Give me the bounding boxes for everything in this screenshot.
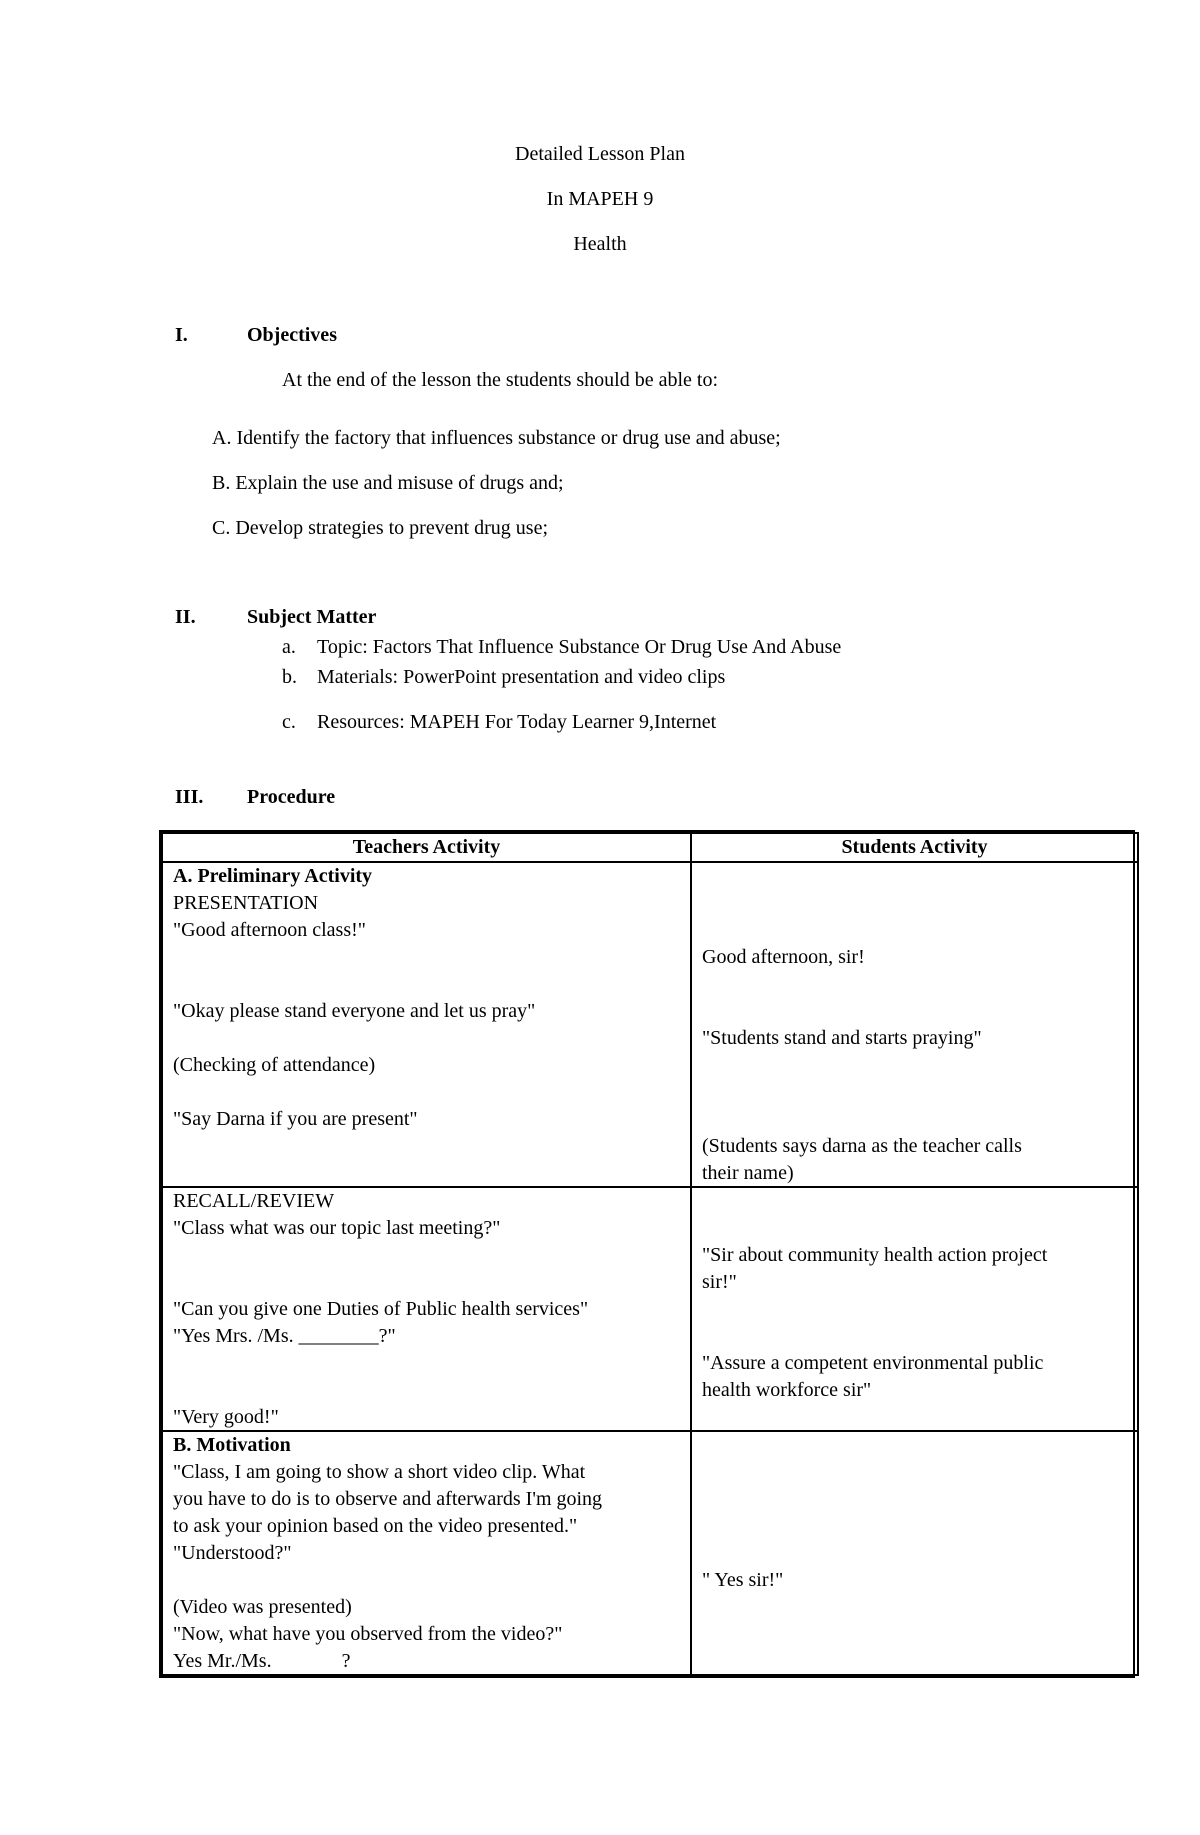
subject-matter-item: Materials: PowerPoint presentation and video clips xyxy=(317,666,726,688)
cell-text: "Okay please stand everyone and let us pray" xyxy=(173,1000,536,1022)
cell-text: " Yes sir!" xyxy=(702,1569,784,1591)
table-row xyxy=(162,1187,1138,1431)
procedure-number: III. xyxy=(175,786,204,808)
cell-text: "Say Darna if you are present" xyxy=(173,1108,418,1130)
objective-item: C. Develop strategies to prevent drug use; xyxy=(212,517,549,539)
cell-text: "Very good!" xyxy=(173,1406,279,1428)
cell-text: PRESENTATION xyxy=(173,892,319,914)
cell-text: (Checking of attendance) xyxy=(173,1054,376,1076)
doc-title: Detailed Lesson Plan xyxy=(515,143,685,165)
cell-text: their name) xyxy=(702,1162,794,1184)
subject-matter-item: Resources: MAPEH For Today Learner 9,Internet xyxy=(317,711,717,733)
objective-item: B. Explain the use and misuse of drugs and; xyxy=(212,472,564,494)
table-header-row xyxy=(162,833,1138,862)
subject-matter-heading: Subject Matter xyxy=(247,606,377,628)
cell-text: you have to do is to observe and afterwards I'm going xyxy=(173,1488,603,1510)
cell-text: "Class, I am going to show a short video clip. What xyxy=(173,1461,586,1483)
cell-text: (Video was presented) xyxy=(173,1596,352,1618)
subject-matter-letter: a. xyxy=(282,636,296,658)
objectives-intro: At the end of the lesson the students should be able to: xyxy=(282,369,719,391)
teacher-cell xyxy=(162,862,691,1187)
teacher-cell xyxy=(162,1187,691,1431)
cell-text: RECALL/REVIEW xyxy=(173,1190,335,1212)
teacher-cell xyxy=(162,1431,691,1675)
table-row xyxy=(162,862,1138,1187)
objective-item: A. Identify the factory that influences substance or drug use and abuse; xyxy=(212,427,781,449)
header-teachers-activity: Teachers Activity xyxy=(162,833,691,862)
objectives-heading: Objectives xyxy=(247,324,337,346)
header-students-activity: Students Activity xyxy=(691,833,1138,862)
doc-area: Health xyxy=(573,233,627,255)
student-cell xyxy=(691,1187,1138,1431)
cell-text: "Assure a competent environmental public xyxy=(702,1352,1044,1374)
procedure-table xyxy=(159,830,1135,1678)
section-heading: B. Motivation xyxy=(173,1434,291,1456)
subject-matter-item: Topic: Factors That Influence Substance Or Drug Use And Abuse xyxy=(317,636,842,658)
table-row xyxy=(162,1431,1138,1675)
subject-matter-number: II. xyxy=(175,606,196,628)
cell-text: "Yes Mrs. /Ms. ________?" xyxy=(173,1325,396,1347)
cell-text: sir!" xyxy=(702,1271,737,1293)
cell-text: "Class what was our topic last meeting?" xyxy=(173,1217,501,1239)
student-cell xyxy=(691,1431,1138,1675)
subject-matter-letter: c. xyxy=(282,711,296,733)
cell-text: health workforce sir" xyxy=(702,1379,872,1401)
cell-text: "Now, what have you observed from the video?" xyxy=(173,1623,563,1645)
doc-subject: In MAPEH 9 xyxy=(546,188,654,210)
cell-text: (Students says darna as the teacher calls xyxy=(702,1135,1022,1157)
cell-text: to ask your opinion based on the video presented." xyxy=(173,1515,578,1537)
subject-matter-letter: b. xyxy=(282,666,297,688)
cell-text: Yes Mr./Ms. ? xyxy=(173,1650,351,1672)
cell-text: "Understood?" xyxy=(173,1542,292,1564)
cell-text: "Sir about community health action project xyxy=(702,1244,1048,1266)
cell-text: "Good afternoon class!" xyxy=(173,919,366,941)
cell-text: "Can you give one Duties of Public health services" xyxy=(173,1298,589,1320)
section-heading: A. Preliminary Activity xyxy=(173,865,373,887)
objectives-number: I. xyxy=(175,324,188,346)
student-cell xyxy=(691,862,1138,1187)
procedure-heading: Procedure xyxy=(247,786,336,808)
cell-text: Good afternoon, sir! xyxy=(702,946,865,968)
cell-text: "Students stand and starts praying" xyxy=(702,1027,982,1049)
